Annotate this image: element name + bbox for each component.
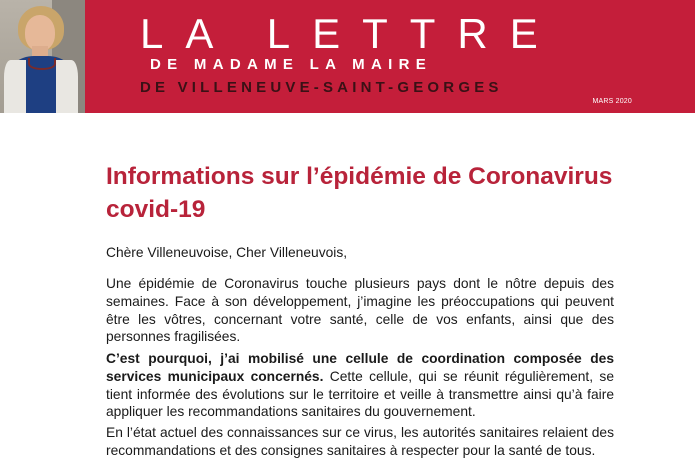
article-title: Informations sur l’épidémie de Coronavirus covid-19 [106, 163, 613, 223]
issue-date: MARS 2020 [592, 98, 632, 105]
paragraph-2 [106, 350, 614, 421]
paragraph-2-bold: C’est pourquoi, j’ai mobilisé une cellule de coordination composée des services municipaux concernés. [106, 351, 614, 384]
paragraph-2-rest: Cette cellule, qui se réunit régulièrement, se tient informée des évolutions sur le territoire et veille à transmettre ainsi qu’à faire appliquer les recommandations sanitaires du gouvernement. [106, 368, 614, 420]
newsletter-subtitle: DE MADAME LA MAIRE [150, 56, 433, 73]
paragraph-1: Une épidémie de Coronavirus touche plusieurs pays dont le nôtre depuis des semaines. Face à son développement, j’imagine les préoccupations qui peuvent être les vôtres, concernant votre santé, celle de vos enfants, ainsi que des personnes fragilisées. [106, 276, 614, 345]
greeting: Chère Villeneuvoise, Cher Villeneuvois, [106, 245, 348, 260]
newsletter-title: LA LETTRE [140, 10, 560, 57]
paragraph-3: En l’état actuel des connaissances sur ce virus, les autorités sanitaires relaient des recommandations et des consignes sanitaires à respecter pour la santé de tous. [106, 425, 614, 458]
newsletter-city: DE VILLENEUVE-SAINT-GEORGES [140, 79, 503, 96]
mayor-photo [0, 0, 85, 113]
header-banner [0, 0, 695, 113]
